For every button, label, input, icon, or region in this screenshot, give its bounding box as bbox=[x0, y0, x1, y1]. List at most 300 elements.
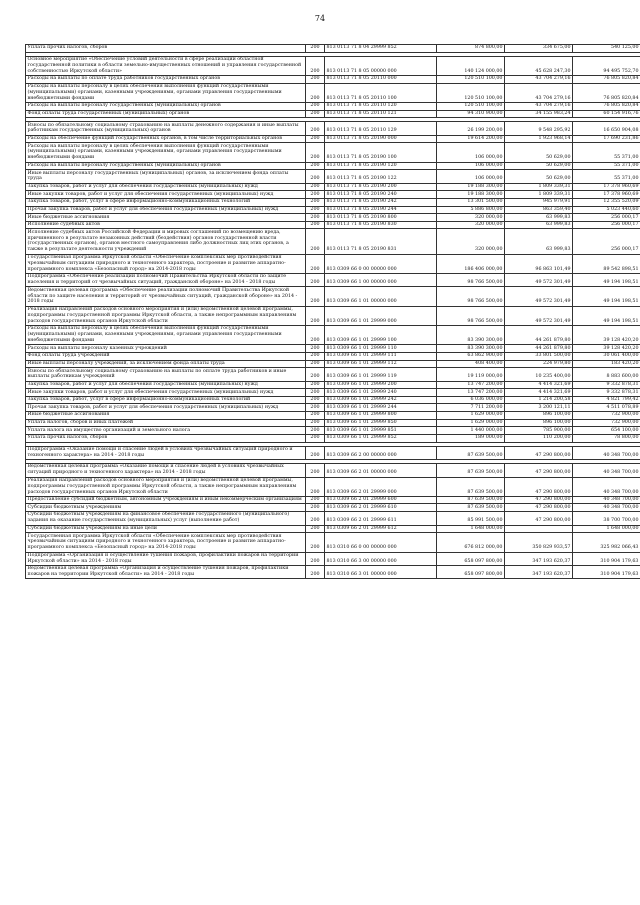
row-value-3-cell: 8 883 600,00 bbox=[573, 368, 640, 381]
row-name-cell: Исполнение судебных актов Российской Федерации и мировых соглашений по возмещению вреда, причиненного в результате незаконных действий (бездействия) органов государственной власти (государственных органов), органов местного самоуправления либо должностных лиц этих органов, а также в результате деятельности учреждений bbox=[26, 229, 306, 254]
table-row bbox=[26, 345, 640, 353]
row-gr-cell: 200 bbox=[306, 381, 325, 389]
row-value-3-cell: 1 648 000,00 bbox=[573, 525, 640, 533]
row-code-cell: 813 0309 66 1 01 29999 852 bbox=[325, 434, 437, 442]
row-value-2-cell: 47 290 800,00 bbox=[505, 464, 573, 477]
table-row bbox=[26, 565, 640, 578]
row-value-2-cell: 49 572 301,49 bbox=[505, 273, 573, 286]
row-name-cell: Подпрограмма «Организация и осуществление тушения пожаров, профилактики пожаров на территории Иркутской области» на 2014 - 2018 годы bbox=[26, 552, 306, 565]
row-value-2-cell: 47 290 800,00 bbox=[505, 446, 573, 459]
row-code-cell: 813 0113 71 8 05 20110 100 bbox=[325, 83, 437, 102]
row-gr-cell: 200 bbox=[306, 427, 325, 435]
row-name-cell: Закупка товаров, работ, услуг в сфере информационно-коммуникационных технологий bbox=[26, 198, 306, 206]
row-value-1-cell: 658 097 800,00 bbox=[437, 552, 505, 565]
row-value-2-cell: 63 999,83 bbox=[505, 221, 573, 229]
row-value-2-cell: 43 704 279,16 bbox=[505, 83, 573, 102]
row-name-cell: Подпрограмма «Обеспечение реализации полномочий Правительства Иркутской области по защите населения и территорий от чрезвычайных ситуаций, гражданской обороне» на 2014 - 2018 годы bbox=[26, 273, 306, 286]
row-value-2-cell: 44 261 879,80 bbox=[505, 325, 573, 344]
row-code-cell: 813 0309 66 1 01 29999 112 bbox=[325, 360, 437, 368]
row-value-3-cell: 40 348 700,00 bbox=[573, 504, 640, 512]
row-value-3-cell: 49 194 198,51 bbox=[573, 306, 640, 325]
table-row bbox=[26, 143, 640, 162]
row-value-3-cell: 40 348 700,00 bbox=[573, 477, 640, 496]
row-code-cell: 813 0309 66 1 01 00000 000 bbox=[325, 287, 437, 306]
row-value-1-cell: 120 510 100,00 bbox=[437, 75, 505, 83]
row-code-cell: 813 0113 71 8 05 20110 121 bbox=[325, 110, 437, 118]
row-gr-cell: 200 bbox=[306, 552, 325, 565]
row-value-1-cell: 87 639 500,00 bbox=[437, 504, 505, 512]
row-name-cell: Расходы на выплаты персоналу казенных учреждений bbox=[26, 345, 306, 353]
row-value-2-cell: 350 829 933,57 bbox=[505, 533, 573, 552]
row-code-cell: 813 0310 66 3 01 00000 000 bbox=[325, 565, 437, 578]
row-code-cell: 813 0309 66 2 00 00000 000 bbox=[325, 446, 437, 459]
row-value-2-cell bbox=[505, 525, 573, 533]
row-name-cell: Исполнение судебных актов bbox=[26, 221, 306, 229]
row-value-1-cell: 87 639 500,00 bbox=[437, 496, 505, 504]
row-value-3-cell: 4 511 078,89 bbox=[573, 404, 640, 412]
row-value-1-cell: 1 629 000,00 bbox=[437, 419, 505, 427]
table-row bbox=[26, 396, 640, 404]
row-value-3-cell: 256 000,17 bbox=[573, 214, 640, 222]
row-value-1-cell: 87 639 500,00 bbox=[437, 446, 505, 459]
row-code-cell: 813 0309 66 1 01 29999 800 bbox=[325, 412, 437, 420]
row-name-cell: Иные закупки товаров, работ и услуг для обеспечения государственных (муниципальных) нужд bbox=[26, 389, 306, 397]
row-gr-cell: 200 bbox=[306, 345, 325, 353]
row-value-3-cell: 12 355 520,09 bbox=[573, 198, 640, 206]
row-code-cell: 813 0113 71 8 05 20110 129 bbox=[325, 122, 437, 135]
row-value-2-cell: 96 863 101,49 bbox=[505, 254, 573, 273]
row-gr-cell: 200 bbox=[306, 477, 325, 496]
row-code-cell: 813 0309 66 1 01 29999 200 bbox=[325, 381, 437, 389]
table-row bbox=[26, 221, 640, 229]
row-name-cell: Ведомственная целевая программа «Оказание помощи и спасение людей в условиях чрезвычайных ситуаций природного и техногенного характера» на 2014 - 2018 годы bbox=[26, 464, 306, 477]
row-value-2-cell: 10 235 400,00 bbox=[505, 368, 573, 381]
table-row bbox=[26, 325, 640, 344]
row-name-cell: Иные бюджетные ассигнования bbox=[26, 214, 306, 222]
row-value-2-cell: 896 100,00 bbox=[505, 412, 573, 420]
row-gr-cell: 200 bbox=[306, 75, 325, 83]
row-name-cell: Основное мероприятие «Обеспечение условий деятельности в сфере реализации областной государственной политики в области земельно-имущественных отношений и управления государственной собственностью Иркутской области» bbox=[26, 56, 306, 75]
row-value-2-cell: 63 999,83 bbox=[505, 214, 573, 222]
row-code-cell: 813 0309 66 2 01 29999 600 bbox=[325, 496, 437, 504]
row-value-1-cell: 5 886 800,00 bbox=[437, 206, 505, 214]
row-value-3-cell: 38 700 700,00 bbox=[573, 512, 640, 525]
row-value-3-cell: 17 378 960,69 bbox=[573, 183, 640, 191]
row-gr-cell: 200 bbox=[306, 389, 325, 397]
row-value-3-cell: 183 420,20 bbox=[573, 360, 640, 368]
table-row bbox=[26, 412, 640, 420]
row-value-2-cell: 896 100,00 bbox=[505, 419, 573, 427]
row-value-1-cell: 98 766 500,00 bbox=[437, 273, 505, 286]
row-value-2-cell: 50 629,00 bbox=[505, 162, 573, 170]
row-value-1-cell: 63 862 900,00 bbox=[437, 352, 505, 360]
row-gr-cell: 200 bbox=[306, 198, 325, 206]
row-value-3-cell: 5 023 440,60 bbox=[573, 206, 640, 214]
row-value-1-cell: 87 639 500,00 bbox=[437, 464, 505, 477]
table-row bbox=[26, 352, 640, 360]
row-value-3-cell: 40 348 700,00 bbox=[573, 496, 640, 504]
row-name-cell: Уплата налога на имущество организаций и земельного налога bbox=[26, 427, 306, 435]
row-code-cell: 813 0113 71 8 05 20190 200 bbox=[325, 183, 437, 191]
row-value-2-cell: 863 359,40 bbox=[505, 206, 573, 214]
table-row bbox=[26, 496, 640, 504]
table-row bbox=[26, 162, 640, 170]
row-value-1-cell: 140 124 000,00 bbox=[437, 56, 505, 75]
row-gr-cell: 200 bbox=[306, 254, 325, 273]
row-value-2-cell: 47 290 800,00 bbox=[505, 477, 573, 496]
row-gr-cell: 200 bbox=[306, 325, 325, 344]
table-row bbox=[26, 381, 640, 389]
row-value-2-cell: 43 704 279,16 bbox=[505, 102, 573, 110]
row-gr-cell: 200 bbox=[306, 419, 325, 427]
row-name-cell: Взносы по обязательному социальному страхованию на выплаты денежного содержания и иные выплаты работникам государственных (муниципальных) органов bbox=[26, 122, 306, 135]
row-gr-cell: 200 bbox=[306, 183, 325, 191]
row-value-1-cell: 87 639 500,00 bbox=[437, 477, 505, 496]
row-value-2-cell: 945 979,91 bbox=[505, 198, 573, 206]
row-code-cell: 813 0309 66 1 01 29999 000 bbox=[325, 306, 437, 325]
row-value-1-cell: 408 400,00 bbox=[437, 360, 505, 368]
row-value-1-cell: 120 510 100,00 bbox=[437, 83, 505, 102]
row-code-cell: 813 0309 66 1 01 29999 244 bbox=[325, 404, 437, 412]
row-name-cell: Субсидии бюджетным учреждениям на иные цели bbox=[26, 525, 306, 533]
row-gr-cell: 200 bbox=[306, 368, 325, 381]
table-row bbox=[26, 170, 640, 183]
row-value-1-cell: 6 036 000,00 bbox=[437, 396, 505, 404]
row-value-3-cell: 40 348 700,00 bbox=[573, 464, 640, 477]
table-row bbox=[26, 254, 640, 273]
table-row bbox=[26, 110, 640, 118]
row-code-cell: 813 0113 71 8 05 20190 100 bbox=[325, 143, 437, 162]
row-value-3-cell: 60 154 916,76 bbox=[573, 110, 640, 118]
row-value-1-cell: 106 000,00 bbox=[437, 170, 505, 183]
row-code-cell: 813 0113 71 8 05 20190 244 bbox=[325, 206, 437, 214]
row-name-cell: Ведомственная целевая программа «Обеспечение реализации полномочий Правительства Иркутской области по защите населения и территорий от чрезвычайных ситуаций, гражданской обороне» на 2014 - 2018 годы bbox=[26, 287, 306, 306]
row-gr-cell: 200 bbox=[306, 412, 325, 420]
row-name-cell: Государственная программа Иркутской области «Обеспечение комплексных мер противодействия чрезвычайным ситуациям природного и техногенного характера, построение и развитие аппаратно-программного комплекса «Безопасный город» на 2014-2018 годы bbox=[26, 533, 306, 552]
row-value-2-cell: 1 923 968,14 bbox=[505, 135, 573, 143]
row-code-cell: 813 0113 71 8 05 20110 120 bbox=[325, 102, 437, 110]
table-row bbox=[26, 45, 640, 53]
row-value-2-cell: 4 414 321,69 bbox=[505, 381, 573, 389]
row-gr-cell: 200 bbox=[306, 102, 325, 110]
row-name-cell: Иные бюджетные ассигнования bbox=[26, 412, 306, 420]
budget-table bbox=[25, 44, 640, 579]
table-row bbox=[26, 75, 640, 83]
row-gr-cell: 200 bbox=[306, 464, 325, 477]
row-name-cell: Иные закупки товаров, работ и услуг для обеспечения государственных (муниципальных) нужд bbox=[26, 191, 306, 199]
table-row bbox=[26, 434, 640, 442]
row-value-3-cell: 732 900,00 bbox=[573, 412, 640, 420]
row-gr-cell: 200 bbox=[306, 170, 325, 183]
row-value-1-cell: 83 390 300,00 bbox=[437, 345, 505, 353]
row-name-cell: Закупка товаров, работ, услуг в сфере информационно-коммуникационных технологий bbox=[26, 396, 306, 404]
row-value-1-cell: 94 310 900,00 bbox=[437, 110, 505, 118]
row-value-2-cell: 47 290 800,00 bbox=[505, 512, 573, 525]
row-value-3-cell: 732 900,00 bbox=[573, 419, 640, 427]
row-gr-cell: 200 bbox=[306, 396, 325, 404]
row-value-3-cell: 540 125,00 bbox=[573, 45, 640, 53]
table-row bbox=[26, 389, 640, 397]
row-gr-cell: 200 bbox=[306, 214, 325, 222]
row-code-cell: 813 0113 71 8 05 20110 000 bbox=[325, 75, 437, 83]
row-value-1-cell: 13 747 200,00 bbox=[437, 389, 505, 397]
row-name-cell: Подпрограмма «Оказание помощи и спасение людей в условиях чрезвычайных ситуаций природного и техногенного характера» на 2014 - 2018 годы bbox=[26, 446, 306, 459]
row-gr-cell: 200 bbox=[306, 83, 325, 102]
table-row bbox=[26, 504, 640, 512]
row-value-3-cell: 256 000,17 bbox=[573, 221, 640, 229]
row-value-1-cell: 320 000,00 bbox=[437, 221, 505, 229]
row-value-3-cell: 310 904 179,63 bbox=[573, 565, 640, 578]
row-value-1-cell: 13 301 500,00 bbox=[437, 198, 505, 206]
row-value-3-cell: 39 128 420,20 bbox=[573, 345, 640, 353]
row-value-3-cell: 39 128 420,20 bbox=[573, 325, 640, 344]
row-gr-cell: 200 bbox=[306, 360, 325, 368]
row-gr-cell: 200 bbox=[306, 533, 325, 552]
row-code-cell: 813 0309 66 1 01 29999 850 bbox=[325, 419, 437, 427]
row-name-cell: Субсидии бюджетным учреждениям на финансовое обеспечение государственного (муниципального) задания на оказание государственных (муниципальных) услуг (выполнение работ) bbox=[26, 512, 306, 525]
row-code-cell: 813 0113 71 8 05 20190 122 bbox=[325, 170, 437, 183]
row-value-2-cell: 3 200 121,11 bbox=[505, 404, 573, 412]
row-gr-cell: 200 bbox=[306, 446, 325, 459]
table-row bbox=[26, 306, 640, 325]
row-value-3-cell: 49 194 198,51 bbox=[573, 273, 640, 286]
row-code-cell: 813 0113 71 8 05 20190 120 bbox=[325, 162, 437, 170]
table-row bbox=[26, 512, 640, 525]
row-value-3-cell: 30 061 400,00 bbox=[573, 352, 640, 360]
row-value-2-cell: 49 572 301,49 bbox=[505, 306, 573, 325]
row-name-cell: Закупка товаров, работ и услуг для обеспечения государственных (муниципальных) нужд bbox=[26, 381, 306, 389]
row-gr-cell: 200 bbox=[306, 143, 325, 162]
row-value-1-cell: 83 390 300,00 bbox=[437, 325, 505, 344]
table-row bbox=[26, 533, 640, 552]
row-name-cell: Иные выплаты персоналу учреждений, за исключением фонда оплаты труда bbox=[26, 360, 306, 368]
row-code-cell: 813 0113 71 8 05 20190 800 bbox=[325, 214, 437, 222]
row-value-3-cell: 9 332 878,31 bbox=[573, 381, 640, 389]
row-name-cell: Уплата прочих налогов, сборов bbox=[26, 45, 306, 53]
row-name-cell: Реализация направлений расходов основного мероприятия и (или) ведомственной целевой программы, подпрограммы государственной программы Иркутской области, а также непрограммным направлениям расходов государственных органов Иркутской области bbox=[26, 477, 306, 496]
row-value-1-cell: 320 000,00 bbox=[437, 229, 505, 254]
row-value-3-cell: 49 194 198,51 bbox=[573, 287, 640, 306]
table-row bbox=[26, 191, 640, 199]
row-gr-cell: 200 bbox=[306, 306, 325, 325]
row-gr-cell: 200 bbox=[306, 352, 325, 360]
row-code-cell: 813 0310 66 3 00 00000 000 bbox=[325, 552, 437, 565]
row-value-3-cell: 17 690 231,86 bbox=[573, 135, 640, 143]
row-gr-cell: 200 bbox=[306, 404, 325, 412]
row-value-3-cell: 310 904 179,63 bbox=[573, 552, 640, 565]
row-value-2-cell: 1 809 339,31 bbox=[505, 191, 573, 199]
table-row bbox=[26, 552, 640, 565]
row-value-1-cell: 120 510 100,00 bbox=[437, 102, 505, 110]
row-code-cell: 813 0309 66 2 01 29999 611 bbox=[325, 512, 437, 525]
row-name-cell: Взносы по обязательному социальному страхованию на выплаты по оплате труда работников и иные выплаты работникам учреждений bbox=[26, 368, 306, 381]
row-gr-cell: 200 bbox=[306, 496, 325, 504]
row-value-3-cell: 94 495 752,70 bbox=[573, 56, 640, 75]
table-row bbox=[26, 477, 640, 496]
table-row bbox=[26, 229, 640, 254]
table-row bbox=[26, 102, 640, 110]
row-code-cell: 813 0113 71 8 05 20190 240 bbox=[325, 191, 437, 199]
row-value-1-cell: 19 614 200,00 bbox=[437, 135, 505, 143]
row-gr-cell: 200 bbox=[306, 135, 325, 143]
row-value-1-cell: 98 766 500,00 bbox=[437, 306, 505, 325]
row-code-cell: 813 0113 71 8 05 00000 000 bbox=[325, 56, 437, 75]
row-code-cell: 813 0309 66 2 01 29999 610 bbox=[325, 504, 437, 512]
row-value-3-cell: 55 371,00 bbox=[573, 162, 640, 170]
row-name-cell: Субсидии бюджетным учреждениям bbox=[26, 504, 306, 512]
row-value-3-cell: 325 982 066,43 bbox=[573, 533, 640, 552]
row-name-cell: Реализация направлений расходов основного мероприятия и (или) ведомственной целевой программы, подпрограммы государственной программы Иркутской области, а также непрограммным направлениям расходов государственных органов Иркутской области bbox=[26, 306, 306, 325]
row-code-cell: 813 0309 66 1 01 29999 242 bbox=[325, 396, 437, 404]
row-value-1-cell: 19 188 300,00 bbox=[437, 183, 505, 191]
row-gr-cell: 200 bbox=[306, 504, 325, 512]
row-value-2-cell: 224 979,80 bbox=[505, 360, 573, 368]
table-row bbox=[26, 446, 640, 459]
row-value-1-cell: 1 648 000,00 bbox=[437, 525, 505, 533]
row-value-2-cell: 334 675,00 bbox=[505, 45, 573, 53]
row-name-cell: Государственная программа Иркутской области «Обеспечение комплексных мер противодействия чрезвычайным ситуациям природного и техногенного характера, построение и развитие аппаратно-программного комплекса «Безопасный город» на 2014-2018 годы bbox=[26, 254, 306, 273]
row-name-cell: Ведомственная целевая программа «Организация и осуществление тушения пожаров, профилактики пожаров на территории Иркутской области» на 2014 - 2018 годы bbox=[26, 565, 306, 578]
row-value-1-cell: 26 199 200,00 bbox=[437, 122, 505, 135]
row-value-2-cell: 785 900,00 bbox=[505, 427, 573, 435]
row-gr-cell: 200 bbox=[306, 45, 325, 53]
table-row bbox=[26, 287, 640, 306]
row-gr-cell: 200 bbox=[306, 287, 325, 306]
row-value-1-cell: 189 000,00 bbox=[437, 434, 505, 442]
row-code-cell: 813 0310 66 0 00 00000 000 bbox=[325, 533, 437, 552]
row-value-2-cell: 45 628 247,30 bbox=[505, 56, 573, 75]
row-name-cell: Уплата налогов, сборов и иных платежей bbox=[26, 419, 306, 427]
row-code-cell: 813 0309 66 0 00 00000 000 bbox=[325, 254, 437, 273]
row-value-1-cell: 19 119 000,00 bbox=[437, 368, 505, 381]
row-value-2-cell: 347 193 620,37 bbox=[505, 565, 573, 578]
row-value-2-cell: 44 261 879,80 bbox=[505, 345, 573, 353]
row-value-3-cell: 76 805 820,84 bbox=[573, 102, 640, 110]
table-row bbox=[26, 360, 640, 368]
table-row bbox=[26, 214, 640, 222]
row-value-1-cell: 7 711 200,00 bbox=[437, 404, 505, 412]
row-gr-cell: 200 bbox=[306, 122, 325, 135]
table-row bbox=[26, 83, 640, 102]
page-number: 74 bbox=[314, 14, 326, 23]
row-name-cell: Расходы на выплаты персоналу в целях обеспечения выполнения функций государственными (муниципальными) органами, казенными учреждениями, органами управления государственными внебюджетными фондами bbox=[26, 325, 306, 344]
row-value-3-cell: 76 805 820,84 bbox=[573, 83, 640, 102]
row-value-1-cell: 186 406 000,00 bbox=[437, 254, 505, 273]
row-name-cell: Уплата прочих налогов, сборов bbox=[26, 434, 306, 442]
row-value-1-cell: 1 440 000,00 bbox=[437, 427, 505, 435]
table-row bbox=[26, 419, 640, 427]
row-name-cell: Фонд оплаты труда государственных (муниципальных) органов bbox=[26, 110, 306, 118]
row-value-1-cell: 19 188 300,00 bbox=[437, 191, 505, 199]
row-name-cell: Расходы на выплаты персоналу государственных (муниципальных) органов bbox=[26, 162, 306, 170]
row-value-2-cell: 33 801 500,00 bbox=[505, 352, 573, 360]
row-code-cell: 813 0309 66 1 01 29999 851 bbox=[325, 427, 437, 435]
row-value-1-cell: 658 097 800,00 bbox=[437, 565, 505, 578]
row-code-cell: 813 0113 71 8 05 20190 830 bbox=[325, 221, 437, 229]
row-value-3-cell: 40 348 700,00 bbox=[573, 446, 640, 459]
row-gr-cell: 200 bbox=[306, 191, 325, 199]
row-value-2-cell: 1 809 339,31 bbox=[505, 183, 573, 191]
row-value-3-cell: 76 805 820,84 bbox=[573, 75, 640, 83]
row-value-1-cell: 106 000,00 bbox=[437, 162, 505, 170]
row-value-3-cell: 55 371,00 bbox=[573, 143, 640, 162]
row-value-2-cell: 9 548 295,92 bbox=[505, 122, 573, 135]
row-code-cell: 813 0113 71 8 05 20190 242 bbox=[325, 198, 437, 206]
row-value-2-cell: 34 155 983,24 bbox=[505, 110, 573, 118]
row-gr-cell: 200 bbox=[306, 273, 325, 286]
row-gr-cell: 200 bbox=[306, 229, 325, 254]
table-row bbox=[26, 404, 640, 412]
row-name-cell: Расходы на выплаты по оплате труда работников государственных органов bbox=[26, 75, 306, 83]
row-value-2-cell: 47 290 800,00 bbox=[505, 496, 573, 504]
table-row bbox=[26, 183, 640, 191]
row-value-3-cell: 89 542 898,51 bbox=[573, 254, 640, 273]
row-value-1-cell: 85 991 500,00 bbox=[437, 512, 505, 525]
row-code-cell: 813 0309 66 1 01 29999 240 bbox=[325, 389, 437, 397]
row-code-cell: 813 0309 66 2 01 29999 612 bbox=[325, 525, 437, 533]
row-value-3-cell: 4 821 799,42 bbox=[573, 396, 640, 404]
row-value-3-cell: 55 371,00 bbox=[573, 170, 640, 183]
row-gr-cell: 200 bbox=[306, 56, 325, 75]
row-value-2-cell: 1 214 200,58 bbox=[505, 396, 573, 404]
row-code-cell: 813 0113 71 8 05 20190 000 bbox=[325, 135, 437, 143]
table-row bbox=[26, 122, 640, 135]
row-code-cell: 813 0309 66 1 01 29999 111 bbox=[325, 352, 437, 360]
table-row bbox=[26, 427, 640, 435]
table-row bbox=[26, 198, 640, 206]
row-name-cell: Расходы на выплаты персоналу в целях обеспечения выполнения функций государственными (муниципальными) органами, казенными учреждениями, органами управления государственными внебюджетными фондами bbox=[26, 83, 306, 102]
row-value-1-cell: 676 812 000,00 bbox=[437, 533, 505, 552]
row-name-cell: Прочая закупка товаров, работ и услуг для обеспечения государственных (муниципальных) нужд bbox=[26, 206, 306, 214]
row-code-cell: 813 0309 66 1 00 00000 000 bbox=[325, 273, 437, 286]
row-value-2-cell: 47 290 800,00 bbox=[505, 504, 573, 512]
row-name-cell: Расходы на выплаты персоналу в целях обеспечения выполнения функций государственными (муниципальными) органами, казенными учреждениями, органами управления государственными внебюджетными фондами bbox=[26, 143, 306, 162]
row-value-1-cell: 874 800,00 bbox=[437, 45, 505, 53]
row-value-2-cell: 49 572 301,49 bbox=[505, 287, 573, 306]
row-value-1-cell: 98 766 500,00 bbox=[437, 287, 505, 306]
row-gr-cell: 200 bbox=[306, 221, 325, 229]
row-code-cell: 813 0309 66 1 01 29999 110 bbox=[325, 345, 437, 353]
row-gr-cell: 200 bbox=[306, 206, 325, 214]
row-value-1-cell: 320 000,00 bbox=[437, 214, 505, 222]
row-name-cell: Расходы на выплаты персоналу государственных (муниципальных) органов bbox=[26, 102, 306, 110]
row-gr-cell: 200 bbox=[306, 525, 325, 533]
row-value-3-cell: 9 332 878,31 bbox=[573, 389, 640, 397]
row-value-3-cell: 16 650 904,08 bbox=[573, 122, 640, 135]
row-name-cell: Прочая закупка товаров, работ и услуг для обеспечения государственных (муниципальных) нужд bbox=[26, 404, 306, 412]
table-row bbox=[26, 464, 640, 477]
row-value-1-cell: 1 629 000,00 bbox=[437, 412, 505, 420]
table-row bbox=[26, 56, 640, 75]
row-value-2-cell: 50 629,00 bbox=[505, 143, 573, 162]
row-code-cell: 813 0113 71 8 04 29999 852 bbox=[325, 45, 437, 53]
row-gr-cell: 200 bbox=[306, 110, 325, 118]
table-row bbox=[26, 273, 640, 286]
table-row bbox=[26, 525, 640, 533]
row-value-2-cell: 110 200,00 bbox=[505, 434, 573, 442]
row-name-cell: Иные выплаты персоналу государственных (муниципальных) органов, за исключением фонда оплаты труда bbox=[26, 170, 306, 183]
row-name-cell: Расходы на обеспечение функций государственных органов, в том числе территориальных органов bbox=[26, 135, 306, 143]
row-value-2-cell: 347 193 620,37 bbox=[505, 552, 573, 565]
row-value-3-cell: 17 378 960,69 bbox=[573, 191, 640, 199]
row-code-cell: 813 0309 66 1 01 29999 119 bbox=[325, 368, 437, 381]
row-name-cell: Предоставление субсидий бюджетным, автономным учреждениям и иным некоммерческим организациям bbox=[26, 496, 306, 504]
budget-table-body bbox=[26, 45, 640, 579]
row-gr-cell: 200 bbox=[306, 512, 325, 525]
table-row bbox=[26, 135, 640, 143]
row-name-cell: Фонд оплаты труда учреждений bbox=[26, 352, 306, 360]
row-gr-cell: 200 bbox=[306, 162, 325, 170]
